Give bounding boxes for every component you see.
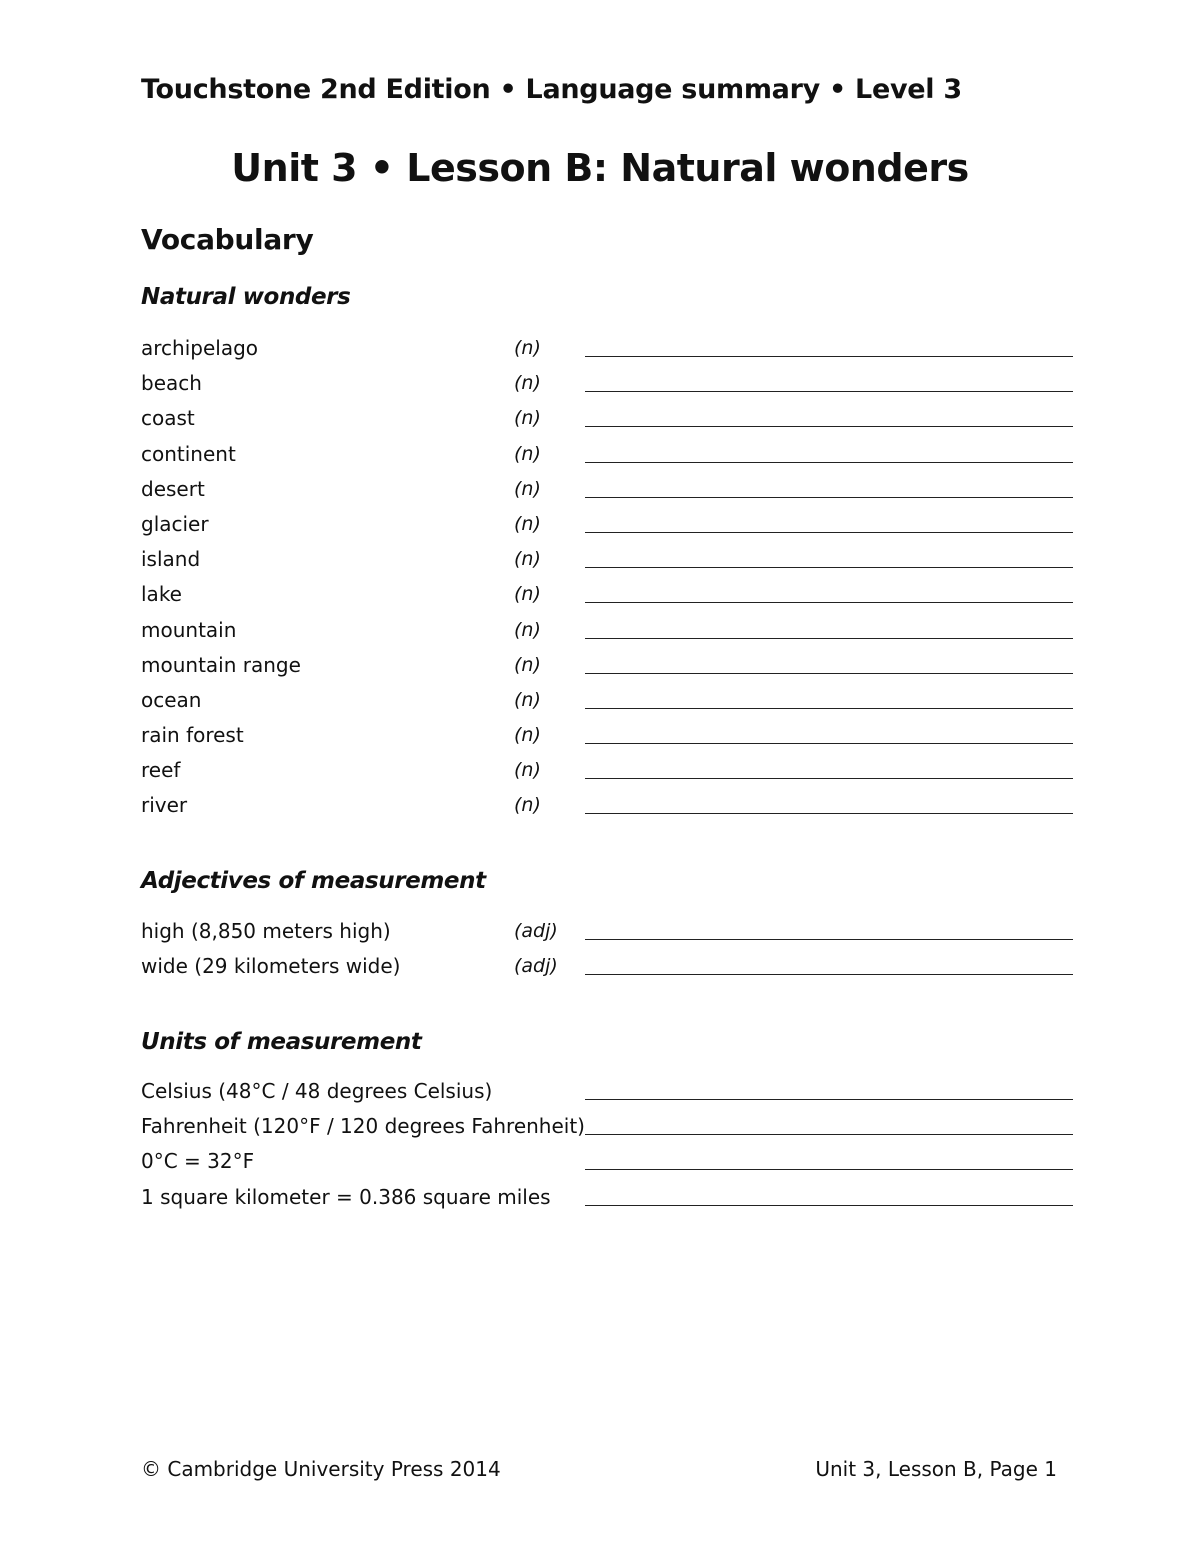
natural-wonders-list	[0, 336, 1200, 829]
vocab-row	[0, 1149, 1200, 1184]
answer-line[interactable]	[585, 1099, 1073, 1100]
vocab-row	[0, 954, 1200, 989]
part-of-speech: (n)	[514, 688, 541, 711]
natural-wonders-heading: Natural wonders	[141, 284, 351, 310]
vocab-term: Celsius (48°C / 48 degrees Celsius)	[141, 1079, 493, 1103]
answer-line[interactable]	[585, 497, 1073, 498]
part-of-speech: (n)	[514, 548, 541, 571]
answer-line[interactable]	[585, 974, 1073, 975]
vocab-row	[0, 547, 1200, 582]
vocab-row	[0, 758, 1200, 793]
answer-line[interactable]	[585, 939, 1073, 940]
part-of-speech: (n)	[514, 337, 541, 359]
answer-line[interactable]	[585, 743, 1073, 744]
answer-line[interactable]	[585, 426, 1073, 427]
answer-line[interactable]	[585, 778, 1073, 779]
vocab-term: continent	[141, 441, 236, 466]
vocab-row	[0, 442, 1200, 477]
vocab-row	[0, 1079, 1200, 1114]
vocab-term: desert	[141, 476, 205, 501]
vocab-term: wide (29 kilometers wide)	[141, 954, 401, 979]
part-of-speech: (n)	[514, 759, 541, 782]
vocab-term: rain forest	[141, 723, 244, 748]
vocab-term: Fahrenheit (120°F / 120 degrees Fahrenheit)	[141, 1114, 585, 1139]
adjectives-heading: Adjectives of measurement	[141, 868, 486, 894]
answer-line[interactable]	[585, 638, 1073, 639]
part-of-speech: (n)	[514, 477, 541, 500]
part-of-speech: (n)	[514, 512, 541, 535]
answer-line[interactable]	[585, 673, 1073, 674]
vocab-term: mountain	[141, 617, 237, 642]
answer-line[interactable]	[585, 813, 1073, 814]
answer-line[interactable]	[585, 1169, 1073, 1170]
vocab-row	[0, 371, 1200, 406]
adjectives-list	[0, 919, 1200, 989]
answer-line[interactable]	[585, 1134, 1073, 1135]
answer-line[interactable]	[585, 708, 1073, 709]
series-header: Touchstone 2nd Edition • Language summary • Level 3	[141, 74, 962, 105]
vocabulary-heading: Vocabulary	[141, 223, 314, 256]
vocab-row	[0, 477, 1200, 512]
units-heading: Units of measurement	[141, 1029, 422, 1055]
vocab-row	[0, 688, 1200, 723]
answer-line[interactable]	[585, 532, 1073, 533]
vocab-row	[0, 512, 1200, 547]
vocab-row	[0, 653, 1200, 688]
vocab-term: 1 square kilometer = 0.386 square miles	[141, 1184, 551, 1209]
vocab-term: river	[141, 793, 188, 818]
vocab-row	[0, 1185, 1200, 1220]
vocab-term: coast	[141, 406, 195, 431]
vocab-row	[0, 618, 1200, 653]
part-of-speech: (adj)	[514, 955, 558, 978]
footer-copyright: © Cambridge University Press 2014	[141, 1457, 501, 1481]
footer-page-ref: Unit 3, Lesson B, Page 1	[815, 1457, 1057, 1481]
part-of-speech: (adj)	[514, 920, 558, 942]
vocab-row	[0, 336, 1200, 371]
vocab-term: lake	[141, 582, 182, 607]
units-list	[0, 1079, 1200, 1220]
vocab-term: archipelago	[141, 336, 259, 360]
vocab-term: mountain range	[141, 652, 301, 677]
vocab-row	[0, 1114, 1200, 1149]
vocab-term: high (8,850 meters high)	[141, 919, 391, 943]
vocab-term: ocean	[141, 687, 202, 712]
part-of-speech: (n)	[514, 794, 541, 817]
answer-line[interactable]	[585, 391, 1073, 392]
answer-line[interactable]	[585, 602, 1073, 603]
part-of-speech: (n)	[514, 618, 541, 641]
vocab-term: beach	[141, 371, 202, 396]
vocab-row	[0, 793, 1200, 828]
vocab-row	[0, 919, 1200, 954]
part-of-speech: (n)	[514, 442, 541, 465]
vocab-row	[0, 406, 1200, 441]
part-of-speech: (n)	[514, 407, 541, 430]
answer-line[interactable]	[585, 356, 1073, 357]
answer-line[interactable]	[585, 462, 1073, 463]
part-of-speech: (n)	[514, 583, 541, 606]
vocab-row	[0, 723, 1200, 758]
answer-line[interactable]	[585, 1205, 1073, 1206]
vocab-term: glacier	[141, 511, 209, 536]
vocab-term: 0°C = 32°F	[141, 1149, 255, 1174]
answer-line[interactable]	[585, 567, 1073, 568]
part-of-speech: (n)	[514, 372, 541, 395]
vocab-term: reef	[141, 758, 181, 783]
vocab-row	[0, 582, 1200, 617]
unit-title: Unit 3 • Lesson B: Natural wonders	[231, 146, 969, 190]
part-of-speech: (n)	[514, 724, 541, 747]
vocab-term: island	[141, 547, 201, 572]
part-of-speech: (n)	[514, 653, 541, 676]
